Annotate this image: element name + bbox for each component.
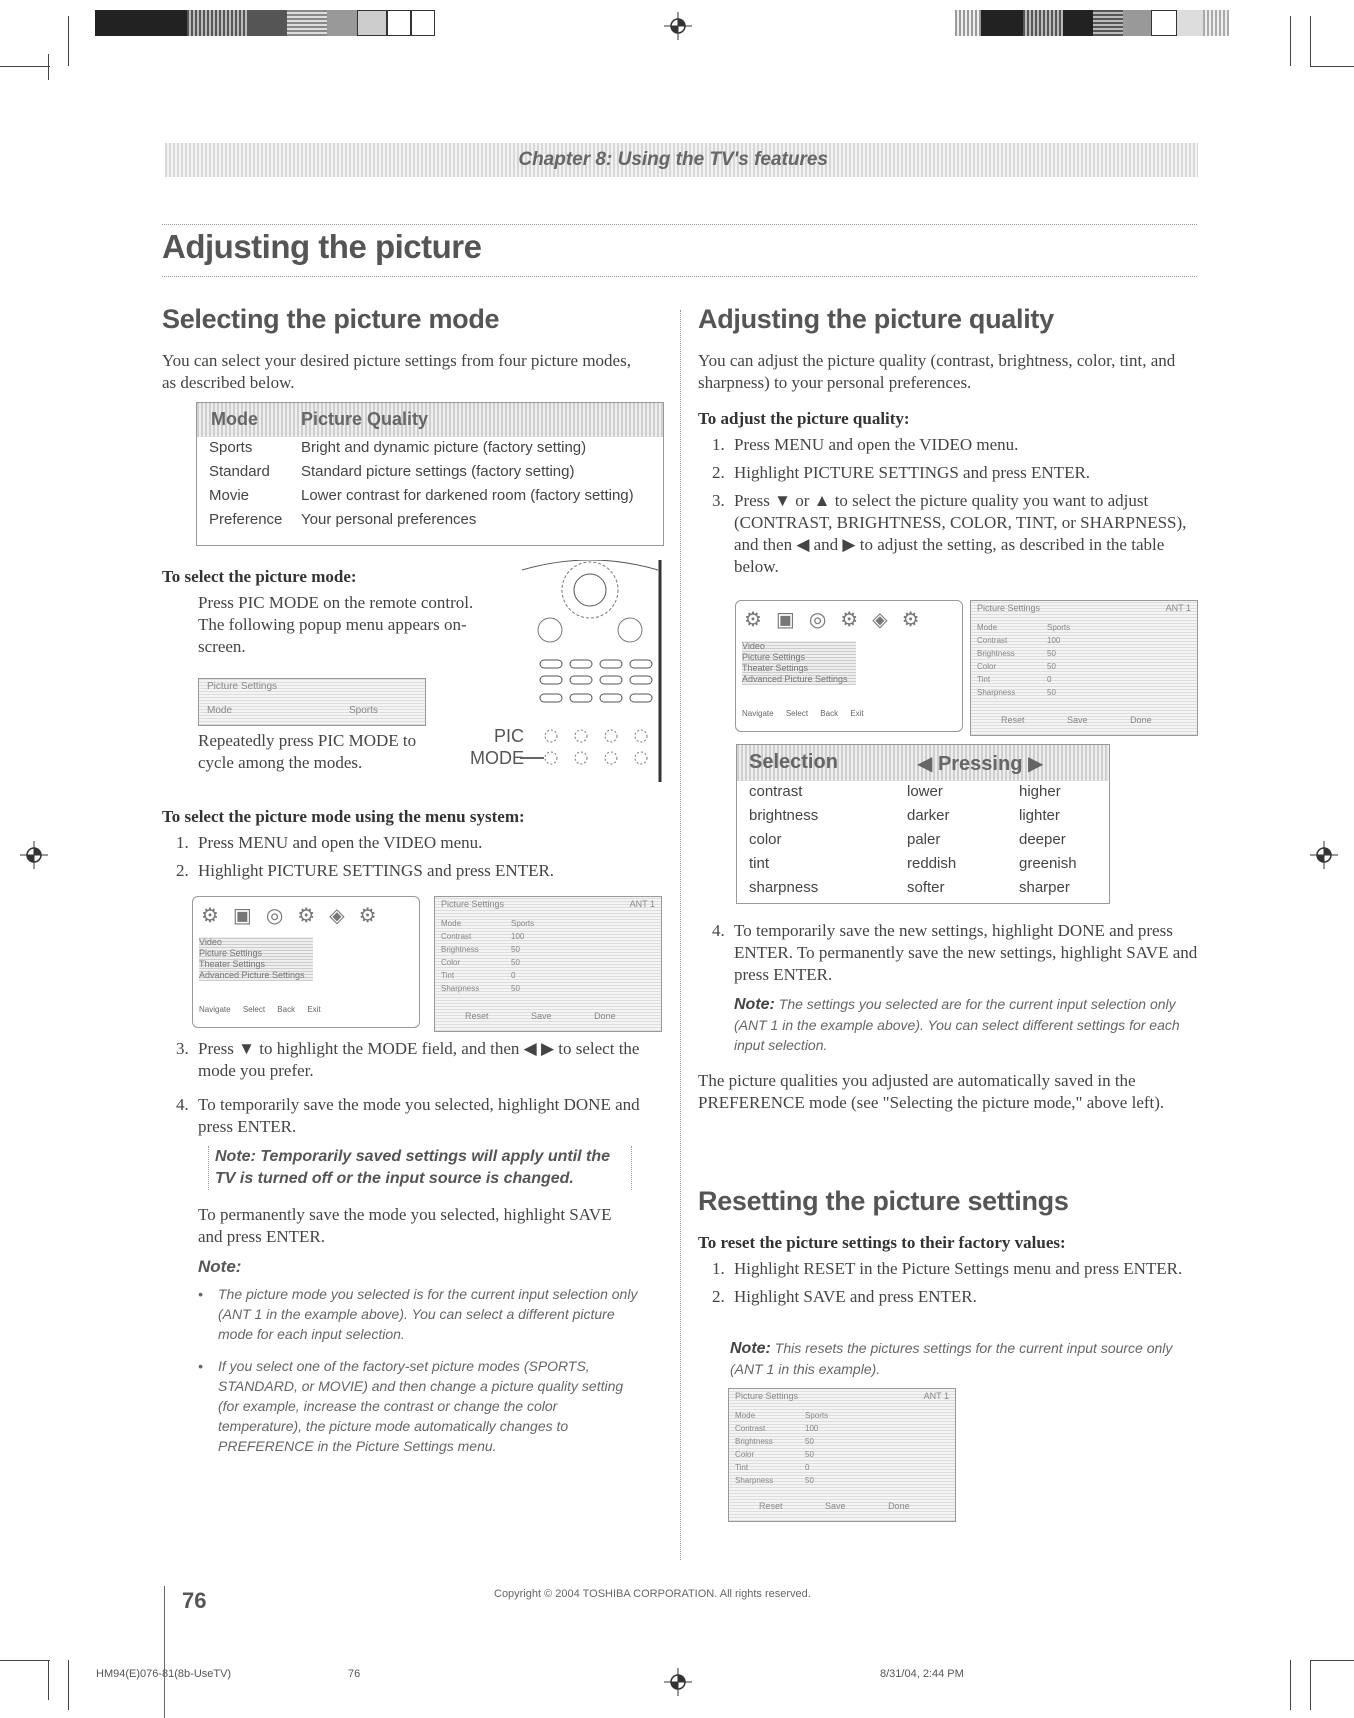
list-item: Picture Settings	[199, 948, 263, 958]
settings-input: ANT 1	[629, 899, 655, 909]
crop-mark	[1290, 1660, 1291, 1710]
settings-input: ANT 1	[1165, 603, 1191, 613]
list-item: Video	[199, 937, 222, 947]
field-label: Contrast	[441, 932, 472, 941]
table-cell: tint	[749, 855, 770, 872]
field-value: 100	[805, 1424, 819, 1433]
registration-crosshair-icon	[20, 841, 48, 869]
settings-fields	[977, 621, 1015, 699]
video-menu-icon-row: ⚙▣◎⚙◈⚙	[744, 609, 934, 631]
crop-mark	[48, 54, 49, 80]
page-title: Adjusting the picture	[162, 228, 482, 265]
field-value: 100	[511, 932, 525, 941]
pressing-header: ◀ Pressing ▶	[917, 753, 1044, 775]
select-mode-heading: To select the picture mode:	[162, 567, 357, 586]
popup-menu-title: Picture Settings	[207, 681, 278, 692]
table-row	[197, 437, 663, 461]
adjust-quality-steps	[698, 434, 1198, 578]
video-menu-screenshot	[192, 896, 420, 1028]
step-number: 2.	[712, 1287, 725, 1306]
list-item	[162, 832, 642, 854]
mode-table	[196, 402, 664, 546]
step-text: Highlight SAVE and press ENTER.	[734, 1287, 977, 1306]
note-bullet	[198, 1284, 638, 1344]
crop-mark	[0, 66, 50, 67]
nav-label: Exit	[850, 709, 864, 718]
table-cell: Lower contrast for darkened room (factory setting)	[301, 487, 634, 504]
settings-values	[805, 1409, 828, 1487]
chapter-title: Chapter 8: Using the TV's features	[518, 149, 828, 170]
field-value: 0	[805, 1463, 810, 1472]
video-menu-screenshot-2	[735, 600, 963, 732]
field-value: 50	[1047, 688, 1056, 697]
reset-steps	[698, 1258, 1198, 1308]
footer-page-rule	[164, 1586, 165, 1718]
settings-input: ANT 1	[923, 1391, 949, 1401]
pic-mode-label-mode: MODE	[470, 748, 524, 768]
registration-crosshair-icon	[664, 12, 692, 40]
step-number: 3.	[712, 491, 725, 510]
field-value: 100	[1047, 636, 1061, 645]
copyright: Copyright © 2004 TOSHIBA CORPORATION. All rights reserved.	[494, 1588, 811, 1600]
note-bullet	[198, 1356, 638, 1456]
repeat-instruction: Repeatedly press PIC MODE to cycle among the modes.	[198, 731, 417, 772]
table-cell: color	[749, 831, 782, 848]
table-row	[737, 829, 1109, 853]
mode-table-header-quality: Picture Quality	[301, 409, 429, 429]
field-value: 50	[511, 958, 520, 967]
settings-fields	[735, 1409, 773, 1487]
step-number: 2.	[176, 861, 189, 880]
table-cell: softer	[907, 879, 945, 896]
section-heading-reset: Resetting the picture settings	[698, 1186, 1069, 1216]
table-cell: Standard picture settings (factory setting)	[301, 463, 575, 480]
crop-mark	[1310, 16, 1311, 66]
table-cell: sharpness	[749, 879, 819, 896]
list-item	[162, 1094, 642, 1138]
crop-mark	[68, 16, 69, 66]
registration-bar-left	[95, 10, 435, 36]
save-button[interactable]: Save	[531, 1011, 552, 1021]
popup-menu-mode-value: Sports	[349, 705, 378, 716]
nav-label: Exit	[307, 1005, 321, 1014]
quality-note	[734, 994, 1196, 1055]
step-text: To temporarily save the mode you selected, highlight DONE and press ENTER.	[198, 1095, 640, 1136]
remote-instruction: Press PIC MODE on the remote control. The following popup menu appears on-screen.	[198, 593, 474, 656]
adjust-quality-heading: To adjust the picture quality:	[698, 409, 910, 428]
picture-quality-intro: You can adjust the picture quality (contrast, brightness, color, tint, and sharpness) to your personal preferences.	[698, 351, 1176, 392]
reset-button[interactable]: Reset	[465, 1011, 489, 1021]
field-value: 50	[805, 1437, 814, 1446]
mode-table-header	[197, 403, 663, 437]
step-number: 1.	[712, 1259, 725, 1278]
menu-steps	[162, 832, 642, 882]
done-button[interactable]: Done	[888, 1501, 910, 1511]
mode-table-header-mode: Mode	[211, 409, 258, 429]
list-item	[698, 490, 1198, 578]
page-number: 76	[182, 1588, 207, 1613]
field-label: Brightness	[441, 945, 479, 954]
note-label: Note:	[198, 1257, 242, 1276]
field-value: 50	[1047, 649, 1056, 658]
pic-mode-label-pic: PIC	[494, 726, 525, 746]
list-item: Advanced Picture Settings	[199, 970, 305, 980]
registration-crosshair-icon	[664, 1668, 692, 1696]
file-page: 76	[348, 1668, 361, 1680]
list-item: Theater Settings	[199, 959, 266, 969]
field-label: Tint	[977, 675, 991, 684]
adjust-step-4	[698, 920, 1198, 986]
step-number: 2.	[712, 463, 725, 482]
field-value: 0	[1047, 675, 1052, 684]
nav-label: Navigate	[199, 1005, 231, 1014]
table-cell: paler	[907, 831, 941, 848]
table-row	[197, 461, 663, 485]
registration-bar-right	[955, 10, 1229, 36]
list-item: Picture Settings	[742, 652, 806, 662]
nav-label: Select	[785, 709, 809, 718]
done-button[interactable]: Done	[594, 1011, 616, 1021]
table-cell: deeper	[1019, 831, 1066, 848]
section-heading-picture-quality: Adjusting the picture quality	[698, 304, 1054, 334]
table-cell: Preference	[209, 511, 283, 528]
crop-mark	[48, 1660, 49, 1700]
step-text: Press ▼ or ▲ to select the picture quality you want to adjust (CONTRAST, BRIGHTNESS, COLOR, TINT, or SHARPNESS), and then ◀ and ▶ to adjust the setting, as described in the table below.	[734, 491, 1187, 576]
picture-mode-intro: You can select your desired picture settings from four picture modes, as described below.	[162, 351, 631, 392]
note-label: Note:	[734, 996, 775, 1013]
settings-values	[1047, 621, 1070, 699]
settings-values	[511, 917, 534, 995]
save-button[interactable]: Save	[1067, 715, 1088, 725]
crop-mark	[1310, 1660, 1311, 1710]
bullet-text: The picture mode you selected is for the current input selection only (ANT 1 in the example above). You can select a different picture mode for each input selection.	[218, 1286, 638, 1342]
table-cell: Standard	[209, 463, 270, 480]
field-label: Tint	[441, 971, 455, 980]
list-item	[698, 920, 1198, 986]
settings-buttons	[465, 1011, 616, 1021]
list-item	[698, 1286, 1198, 1308]
reset-button[interactable]: Reset	[759, 1501, 783, 1511]
registration-crosshair-icon	[1310, 841, 1338, 869]
step-number: 1.	[712, 435, 725, 454]
table-cell: greenish	[1019, 855, 1077, 872]
field-label: Tint	[735, 1463, 749, 1472]
list-item	[698, 1258, 1198, 1280]
table-row	[737, 805, 1109, 829]
field-value: 50	[805, 1476, 814, 1485]
chapter-banner	[165, 143, 1198, 177]
save-button[interactable]: Save	[825, 1501, 846, 1511]
done-button[interactable]: Done	[1130, 715, 1152, 725]
popup-menu-mode-label: Mode	[207, 705, 233, 716]
video-menu-icon-row: ⚙▣◎⚙◈⚙	[201, 905, 391, 927]
list-item	[698, 462, 1198, 484]
field-label: Mode	[977, 623, 998, 632]
crop-mark	[1310, 66, 1354, 67]
crop-mark	[68, 1660, 69, 1710]
field-label: Sharpness	[735, 1476, 774, 1485]
list-item	[162, 860, 642, 882]
field-value: Sports	[805, 1411, 829, 1420]
crop-mark	[0, 1660, 50, 1661]
settings-title: Picture Settings	[977, 603, 1041, 613]
step-number: 3.	[176, 1039, 189, 1058]
table-cell: lighter	[1019, 807, 1060, 824]
picture-settings-screenshot	[434, 896, 662, 1032]
field-label: Mode	[735, 1411, 756, 1420]
field-value: 50	[1047, 662, 1056, 671]
file-name: HM94(E)076-81(8b-UseTV)	[96, 1668, 232, 1680]
list-item: Advanced Picture Settings	[742, 674, 848, 684]
section-heading-picture-mode: Selecting the picture mode	[162, 304, 500, 334]
field-value: 50	[511, 984, 520, 993]
note-label: Note:	[730, 1340, 771, 1357]
field-label: Brightness	[977, 649, 1015, 658]
reset-button[interactable]: Reset	[1001, 715, 1025, 725]
temporary-save-note: Note: Temporarily saved settings will apply until the TV is turned off or the input source is changed.	[208, 1146, 632, 1190]
field-label: Mode	[441, 919, 462, 928]
step-text: Press MENU and open the VIDEO menu.	[734, 435, 1019, 454]
field-label: Color	[977, 662, 997, 671]
field-value: 50	[805, 1450, 814, 1459]
title-rule-top	[162, 224, 1197, 225]
picture-settings-screenshot-2	[970, 600, 1198, 736]
auto-saved-text: The picture qualities you adjusted are automatically saved in the PREFERENCE mode (see "Selecting the picture mode," above left).	[698, 1071, 1165, 1112]
step-text: Press ▼ to highlight the MODE field, and then ◀ ▶ to select the mode you prefer.	[198, 1039, 640, 1080]
reset-note	[730, 1338, 1198, 1379]
note-text: The settings you selected are for the current input selection only (ANT 1 in the example above). You can select different settings for each input selection.	[734, 996, 1180, 1053]
bullet-icon: •	[198, 1286, 203, 1302]
bullet-icon: •	[198, 1358, 203, 1374]
field-label: Contrast	[735, 1424, 766, 1433]
list-item	[698, 434, 1198, 456]
title-rule-bottom	[162, 276, 1197, 277]
table-row	[737, 781, 1109, 805]
video-menu-nav	[742, 709, 864, 718]
remote-control-illustration	[520, 560, 662, 782]
settings-buttons	[759, 1501, 910, 1511]
table-cell: contrast	[749, 783, 803, 800]
nav-label: Navigate	[742, 709, 774, 718]
nav-label: Select	[242, 1005, 266, 1014]
table-cell: brightness	[749, 807, 819, 824]
table-row	[737, 877, 1109, 901]
table-row	[737, 853, 1109, 877]
table-cell: Sports	[209, 439, 253, 456]
reset-sub-heading: To reset the picture settings to their factory values:	[698, 1233, 1066, 1252]
field-label: Sharpness	[441, 984, 480, 993]
settings-fields	[441, 917, 479, 995]
table-row	[197, 509, 663, 533]
bullet-text: If you select one of the factory-set picture modes (SPORTS, STANDARD, or MOVIE) and then change a picture quality setting (for example, increase the contrast or change the color temperature), the picture mode automatically changes to PREFERENCE in the Picture Settings menu.	[218, 1358, 624, 1454]
field-value: Sports	[1047, 623, 1071, 632]
video-menu-list	[199, 937, 313, 981]
video-menu-list	[742, 641, 856, 685]
reset-settings-screenshot	[728, 1388, 956, 1522]
settings-buttons	[1001, 715, 1152, 725]
table-row	[197, 485, 663, 509]
video-menu-nav	[199, 1005, 321, 1014]
crop-mark	[1290, 16, 1291, 66]
selection-table	[736, 744, 1110, 904]
popup-menu-screenshot	[198, 678, 426, 726]
table-cell: higher	[1019, 783, 1061, 800]
step-text: To temporarily save the new settings, highlight DONE and press ENTER. To permanently save the new settings, highlight SAVE and press ENTER.	[734, 921, 1198, 984]
list-item	[162, 1038, 642, 1082]
list-item: Video	[742, 641, 765, 651]
field-label: Brightness	[735, 1437, 773, 1446]
step-text: Highlight RESET in the Picture Settings menu and press ENTER.	[734, 1259, 1183, 1278]
field-label: Contrast	[977, 636, 1008, 645]
list-item: Theater Settings	[742, 663, 809, 673]
nav-label: Back	[820, 709, 839, 718]
step-number: 4.	[712, 921, 725, 940]
print-date: 8/31/04, 2:44 PM	[880, 1668, 964, 1680]
table-cell: Bright and dynamic picture (factory setting)	[301, 439, 587, 456]
field-value: 0	[511, 971, 516, 980]
step-number: 1.	[176, 833, 189, 852]
table-cell: reddish	[907, 855, 957, 872]
step-number: 4.	[176, 1095, 189, 1114]
table-cell: Your personal preferences	[301, 511, 477, 528]
step-text: Highlight PICTURE SETTINGS and press ENTER.	[198, 861, 555, 880]
table-cell: sharper	[1019, 879, 1070, 896]
selection-table-header	[737, 745, 1109, 781]
settings-title: Picture Settings	[735, 1391, 799, 1401]
field-value: Sports	[511, 919, 535, 928]
selection-header: Selection	[749, 751, 838, 773]
table-cell: darker	[907, 807, 950, 824]
column-divider	[680, 310, 681, 1560]
field-label: Color	[441, 958, 461, 967]
field-label: Sharpness	[977, 688, 1016, 697]
menu-system-heading: To select the picture mode using the menu system:	[162, 807, 525, 826]
mode-steps-continued	[162, 1038, 642, 1138]
table-cell: Movie	[209, 487, 250, 504]
settings-title: Picture Settings	[441, 899, 505, 909]
crop-mark	[1310, 1660, 1354, 1661]
step-text: Press MENU and open the VIDEO menu.	[198, 833, 483, 852]
field-value: 50	[511, 945, 520, 954]
table-cell: lower	[907, 783, 943, 800]
step-text: Highlight PICTURE SETTINGS and press ENTER.	[734, 463, 1091, 482]
note-text: This resets the pictures settings for the current input source only (ANT 1 in this example).	[730, 1340, 1173, 1377]
permanent-save-text: To permanently save the mode you selected, highlight SAVE and press ENTER.	[198, 1205, 612, 1246]
field-label: Color	[735, 1450, 755, 1459]
nav-label: Back	[277, 1005, 296, 1014]
